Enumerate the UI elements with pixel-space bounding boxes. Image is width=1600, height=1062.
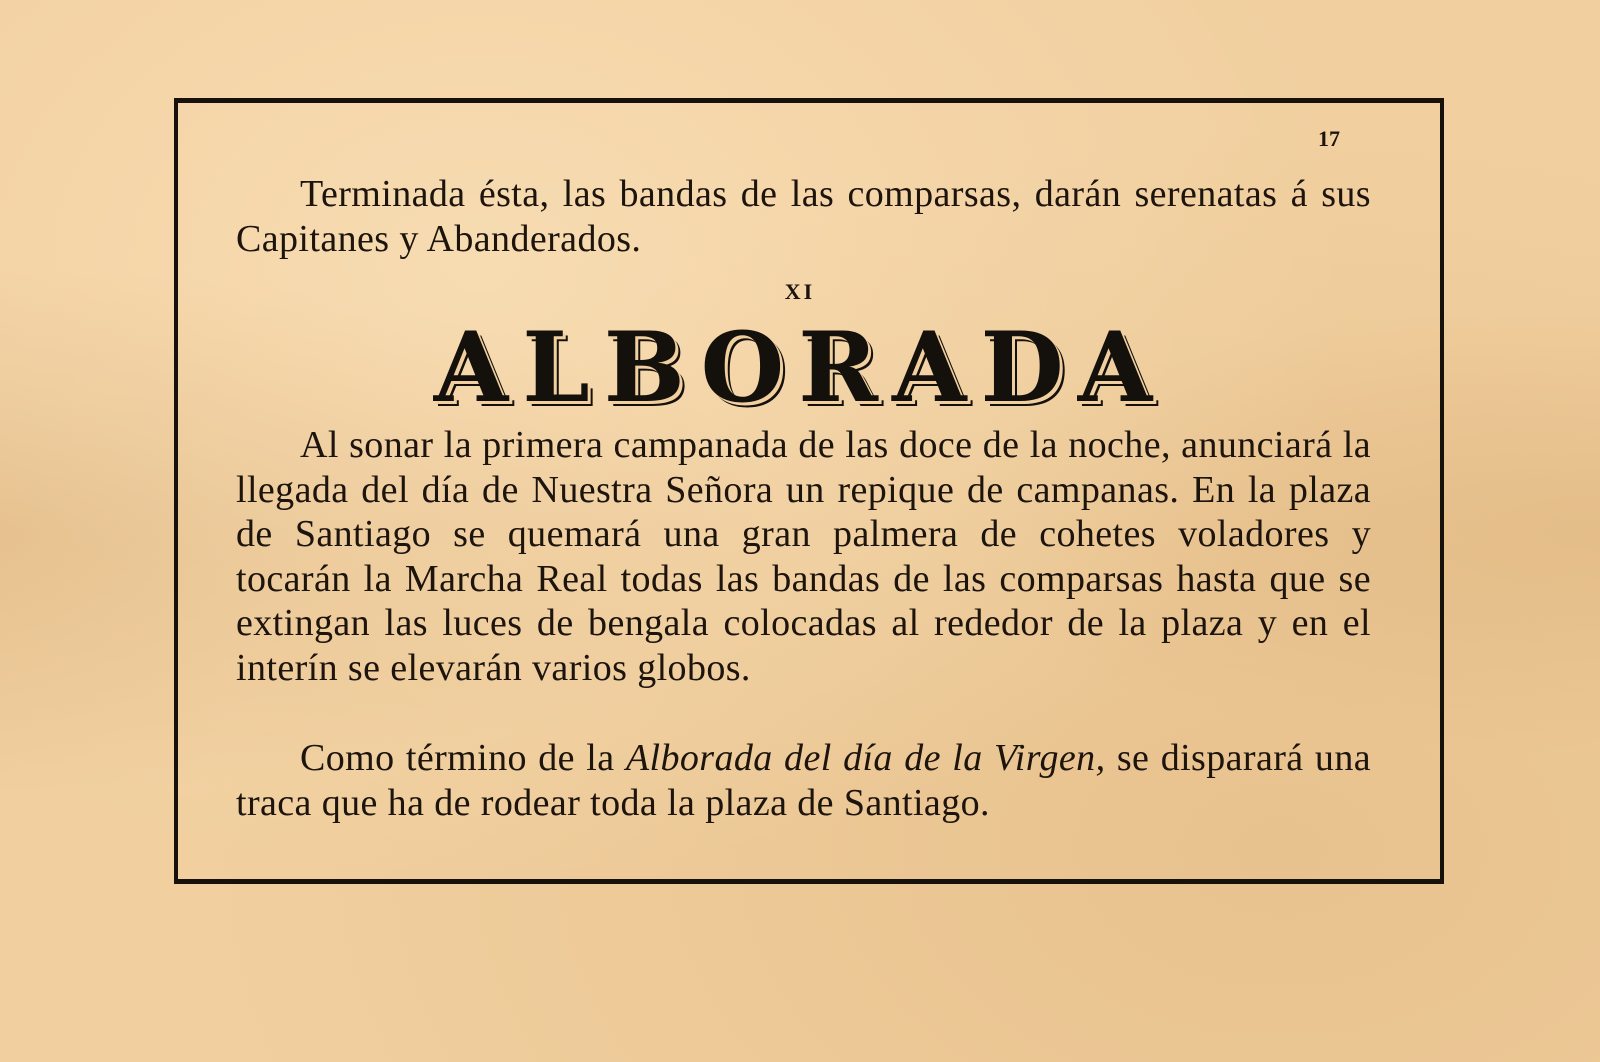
closing-italic-title: Alborada del día de la Virgen, bbox=[625, 737, 1106, 779]
section-title: ALBORADA bbox=[433, 311, 1167, 424]
section-number: XI bbox=[784, 279, 816, 304]
closing-paragraph-block bbox=[236, 736, 1371, 825]
page-number: 17 bbox=[1318, 126, 1340, 151]
closing-paragraph bbox=[236, 736, 1371, 825]
closing-text-start: Como término de la bbox=[300, 737, 626, 779]
closing-text-end: se disparará una traca que ha de rodear toda la plaza de Santiago. bbox=[236, 737, 1371, 824]
main-paragraph-block bbox=[236, 423, 1371, 690]
main-paragraph: Al sonar la primera campanada de las doce de la noche, anunciará la llegada del día de Nuestra Señora un repique de campanas. En la plaza de Santiago se quemará una gran palmera de cohetes voladores y tocarán la Marcha Real todas las bandas de las comparsas hasta que se extingan las luces de bengala colocadas al rededor de la plaza y en el interín se elevarán varios globos. bbox=[236, 424, 1371, 689]
intro-paragraph: Terminada ésta, las bandas de las comparsas, darán serenatas á sus Capitanes y Abanderados. bbox=[236, 173, 1371, 260]
intro-paragraph-block bbox=[236, 172, 1371, 261]
